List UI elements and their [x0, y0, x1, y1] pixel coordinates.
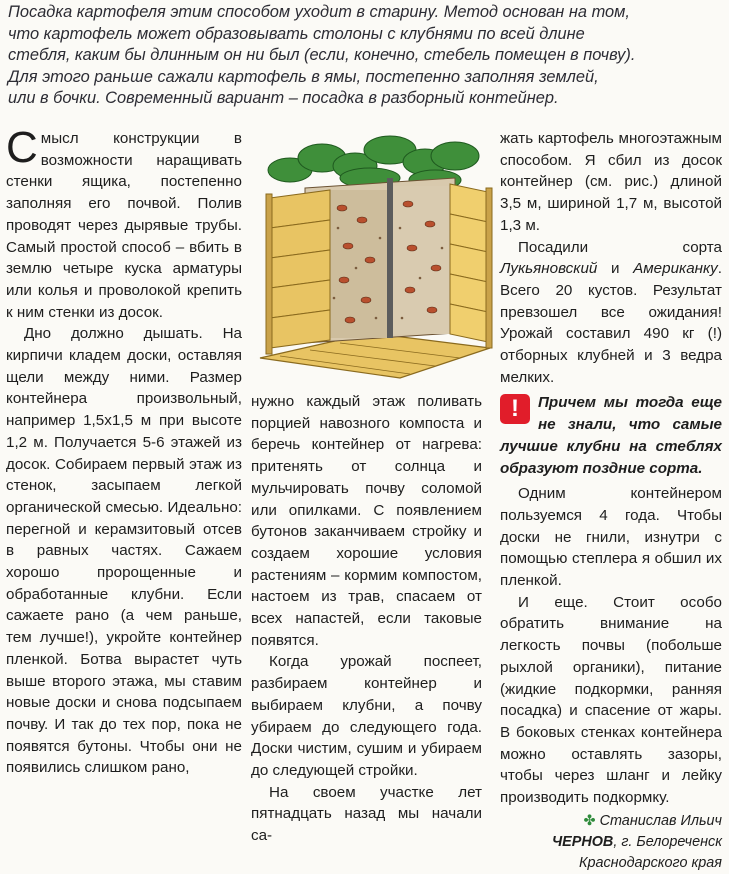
important-note-text: Причем мы тогда еще не знали, что самые лучшие клубни на стеблях образуют поздние сорта.: [500, 394, 722, 477]
text-run: Посадили сорта: [518, 238, 722, 256]
author-surname: ЧЕРНОВ: [551, 833, 614, 850]
text-run: . Всего 20 кустов. Результат превзошел все ожидания! Урожай составил 490 кг (!) отборных клубней и 3 ведра мелких.: [500, 260, 722, 386]
author-region: Краснодарского края: [579, 854, 722, 871]
author-city: , г. Белореченск: [613, 833, 722, 850]
right-wall: [450, 184, 492, 348]
paragraph-text: мысл конструкции в возможности наращивать стенки ящика, постепенно заполняя его почвой. Полив проводят через дырявые трубы. Самый простой способ – вбить в землю четыре куска арматуры или колья и проволокой крепить к ним стенки из досок.: [6, 130, 242, 321]
variety-name: Американку: [633, 260, 718, 278]
article-column-2: [251, 391, 482, 847]
paragraph: [6, 123, 242, 323]
variety-name: Лукьяновский: [500, 260, 598, 278]
intro-lead: [8, 2, 720, 110]
paragraph: Одним контейнером пользуемся 4 года. Чтобы доски не гнили, изнутри с помощью степлера я обшил их пленкой.: [500, 485, 722, 590]
author-name: Станислав Ильич: [599, 812, 722, 829]
intro-line: Для этого раньше сажали картофель в ямы, постепенно заполняя землей,: [8, 67, 599, 86]
paragraph: [500, 237, 722, 389]
paragraph: жать картофель многоэтажным способом. Я сбил из досок контейнер (см. рис.) длиной 3,5 м, шириной 1,7 м, высотой 1,3 м.: [500, 130, 722, 234]
intro-line: что картофель может образовывать столоны с клубнями по всей длине: [8, 24, 585, 43]
intro-line: стебля, каким бы длинным он ни был (если, конечно, стебель помещен в почву).: [8, 46, 636, 65]
article-column-1: [6, 123, 242, 779]
intro-line: Посадка картофеля этим способом уходит в старину. Метод основан на том,: [8, 3, 630, 21]
left-wall: [266, 190, 330, 354]
text-run: и: [597, 260, 634, 278]
paragraph: На своем участке лет пятнадцать назад мы начали са-: [251, 783, 482, 845]
container-illustration: [250, 128, 500, 388]
clover-icon: ✤: [583, 812, 596, 829]
paragraph: Дно должно дышать. На кирпичи кладем доски, оставляя щели между ними. Размер контейнера произвольный, например 1,5х1,5 м при высоте 1,2 м. Получается 5-6 этажей из досок. Собираем первый этаж из стенок, засыпаем легкой органической смесью. Идеально: перегной и керамзитовый отсев в равных частях. Сажаем хорошо пророщенные и обработанные клубни. Если сажаете рано (а чем раньше, тем лучше!), укройте контейнер пленкой. Ботва вырастет чуть выше второго этажа, мы ставим новые доски и снова подсыпаем почву. И так до тех пор, пока не появятся бутоны. Чтобы они не появились слишком рано,: [6, 325, 242, 777]
intro-line: или в бочки. Современный вариант – посадка в разборный контейнер.: [8, 89, 559, 108]
soil-with-tubers: [330, 178, 450, 338]
important-note: [500, 392, 722, 479]
paragraph: И еще. Стоит особо обратить внимание на легкость почвы (побольше рыхлой органики), питание (жидкие подкормки, ранняя посадка) и спасение от жары. В боковых стенках контейнера можно оставлять зазоры, чтобы через шланг и лейку производить подкормку.: [500, 593, 722, 807]
exclamation-icon: !: [500, 394, 530, 424]
paragraph: нужно каждый этаж поливать порцией навозного компоста и беречь контейнер от нагрева: притенять от солнца и мульчировать почву соломой или опилками. С появлением бутонов заканчиваем стройку и создаем хорошие условия растениям – кормим компостом, настоем из трав, спасаем от всех напастей, если таковые появятся.: [251, 393, 482, 649]
paragraph: Когда урожай поспеет, разбираем контейнер и выбираем клубни, а почву убираем до следующего года. Доски чистим, сушим и убираем до следующей стройки.: [251, 653, 482, 779]
drop-cap: С: [6, 123, 38, 172]
author-signature: [500, 811, 722, 874]
article-column-3: [500, 128, 722, 874]
